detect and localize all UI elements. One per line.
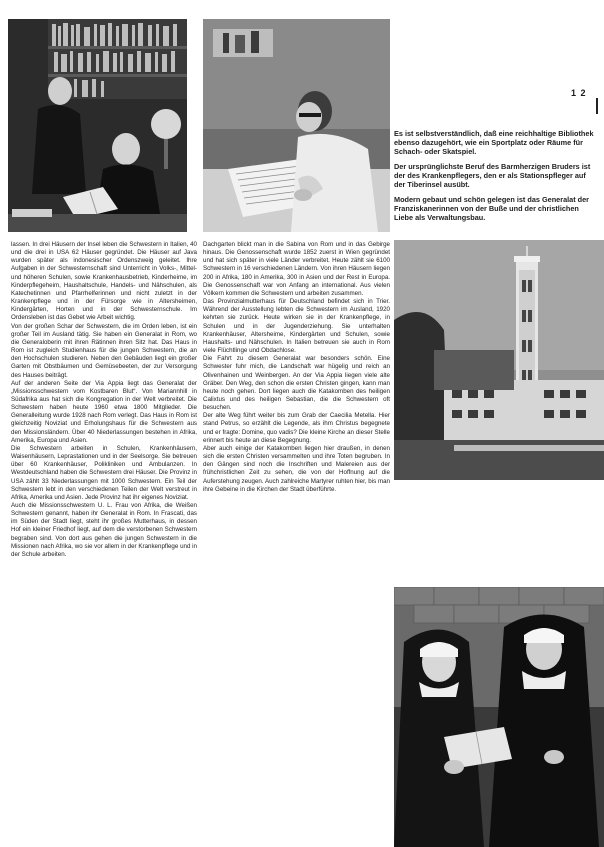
- page-edge-mark: [596, 98, 598, 114]
- nuns-catacomb-photo: [394, 587, 604, 847]
- generalate-building-photo: [394, 240, 604, 480]
- caption-generalate: Modern gebaut und schön gelegen ist das Generalat der Franziskanerinnen von der Buße und der christlichen Liebe als Verwaltungsbau.: [394, 195, 590, 222]
- column-1-paragraph: Auch die Missionsschwestern U. L. Frau von Afrika, die Weißen Schwestern genannt, haben ihr Generalat in Rom. In Frascati, das im Süden der Stadt liegt, steht ihr großes Mutterhaus, in dessen Hof ein kleiner Friedhof liegt, auf dem die verstorbenen Schwestern begraben sind. Von dort aus gehen die jungen Schwestern in die Missionen nach Afrika, wo sie vor allem in der Krankenpflege und in der Schule arbeiten.: [11, 502, 197, 558]
- library-photo: [8, 19, 187, 232]
- photo-captions: [394, 129, 596, 228]
- nurse-brother-photo: [203, 19, 390, 232]
- page-number: 1 2: [571, 88, 587, 98]
- column-2-paragraph: Dachgarten blickt man in die Sabina von Rom und in das Gebirge hinaus. Die Genossenschaft wurde 1852 zuerst in Wien gegründet und hat sich später in viele Länder verbreitet. Heute zählt sie 6100 Schwestern in 16 verschiedenen Ländern. Von ihren Häusern liegen 200 in Afrika, 180 in Amerika, 300 in Asien und der Rest in Europa. Die Genossenschaft war von Anfang an international. Aus vielen Völkern kommen die Schwestern und arbeiten zusammen.: [203, 241, 390, 297]
- caption-nurse: Der ursprünglichste Beruf des Barmherzigen Bruders ist der des Krankenpflegers, den er als Stationspfleger auf der Tiberinsel ausübt.: [394, 162, 591, 189]
- column-2-paragraph: Das Provinzialmutterhaus für Deutschland befindet sich in Trier. Während der Ausstellung lebten die Schwestern im Ausland, 1920 kehrten sie zurück. Heute wirken sie in der Krankenpflege, in Schulen und in der Jugenderziehung. Sie unterhalten Krankenhäuser, Altersheime, Kindergärten und Schulen, sowie Haushalts- und Nähschulen. In Italien betreuen sie auch in Rom viele Flüchtlinge und Obdachlose.: [203, 298, 390, 355]
- column-1-paragraph: lassen. In drei Häusern der Insel leben die Schwestern in Italien, 40 und die drei in USA 62 Häuser gegründet. Die Häuser auf Java wurden später als indonesischer Ordenszweig geleitet. Ihre Aufgaben in der Schwesternschaft sind Unterricht in Volks-, Mittel- und höheren Schulen, sowie Krankenhausbetrieb, Kinderheime, im Kinderpflegeheim, Haushaltschule, Handels- und Nähschulen, als Katechetinnen und Pfarrhelferinnen und nicht zuletzt in der Krankenpflege und in der Fürsorge wie in Altersheimen, Kindergärten, Horten und in der Schwesternschule. Im Ordensleben ist das Gebet wie Arbeit wichtig.: [11, 241, 197, 322]
- article-column-1: [11, 241, 197, 843]
- column-1-paragraph: Die Schwestern arbeiten in Schulen, Krankenhäusern, Waisenhäusern, Leprastationen und in der Seelsorge. Sie betreuen über 60 Krankenhäuser, Polikliniken und Ambulanzen. In Westdeutschland haben die Schwestern drei Häuser. Die Provinz in USA zählt 33 Niederlassungen mit 1000 Schwestern. Ein Teil der Schwestern lebt in den verschiedenen Teilen der Welt verstreut in Afrika, Amerika und Asien. Jede Provinz hat ihr eigenes Noviziat.: [11, 444, 197, 501]
- article-column-2: [203, 241, 390, 843]
- column-2-paragraph: Aber auch einige der Katakomben liegen hier draußen, in denen sich die ersten Christen versammelten und ihre Toten begruben. In den Gängen sind noch die Inschriften und Malereien aus der frühchristlichen Zeit zu sehen, die von der Hoffnung auf die Auferstehung zeugen. Auch zahlreiche Martyrer ruhten hier, bis man ihre Gebeine in die Kirchen der Stadt überführte.: [203, 444, 390, 493]
- column-1-paragraph: Von der großen Schar der Schwestern, die im Orden leben, ist ein großer Teil im Ausland tätig. Sie haben ein Generalat in Rom, wo die Generaloberin mit ihren Rätinnen ihren Sitz hat. Das Haus in Rom ist zugleich Studienhaus für die jungen Schwestern, die an den Hochschulen studieren. Neben den Gebäuden liegt ein großer Garten mit Obstbäumen und Gemüsebeeten, der zur Versorgung des Hauses beiträgt.: [11, 322, 197, 379]
- caption-library: Es ist selbstverständlich, daß eine reichhaltige Bibliothek ebenso dazugehört, wie ein Sportplatz oder Räume für Schach- oder Skatspiel.: [394, 129, 594, 156]
- column-2-paragraph: Die Fahrt zu diesem Generalat war besonders schön. Eine Schwester fuhr mich, die Landschaft war hügelig und reich an Olivenhainen und Weinbergen. An der Via Appia liegen viele alte Gräber. Den Weg, den schon die ersten Christen gingen, kann man heute noch gehen. Dort liegen auch die Katakomben des heiligen Calixtus und des heiligen Sebastian, die die Schwestern oft besuchen.: [203, 355, 390, 412]
- column-2-paragraph: Der alte Weg führt weiter bis zum Grab der Caecilia Metella. Hier stand Petrus, so erzählt die Legende, als ihm Christus begegnete und er fragte: Domine, quo vadis? Die kleine Kirche an dieser Stelle erinnert bis heute an diese Begegnung.: [203, 412, 390, 444]
- column-1-paragraph: Auf der anderen Seite der Via Appia liegt das Generalat der „Missionsschwestern vom Kostbaren Blut“. Von Mariannhill in Südafrika aus hat sich die Kongregation in der Welt verbreitet. Die Schwestern haben heute 1960 etwa 1800 Mitglieder. Die Generalleitung wurde 1928 nach Rom verlegt. Das Haus in Rom ist gleichzeitig Noviziat und Erholungshaus für die Schwestern aus den Missionsländern. Über 40 Niederlassungen bestehen in Afrika, Amerika, Europa und Asien.: [11, 379, 197, 444]
